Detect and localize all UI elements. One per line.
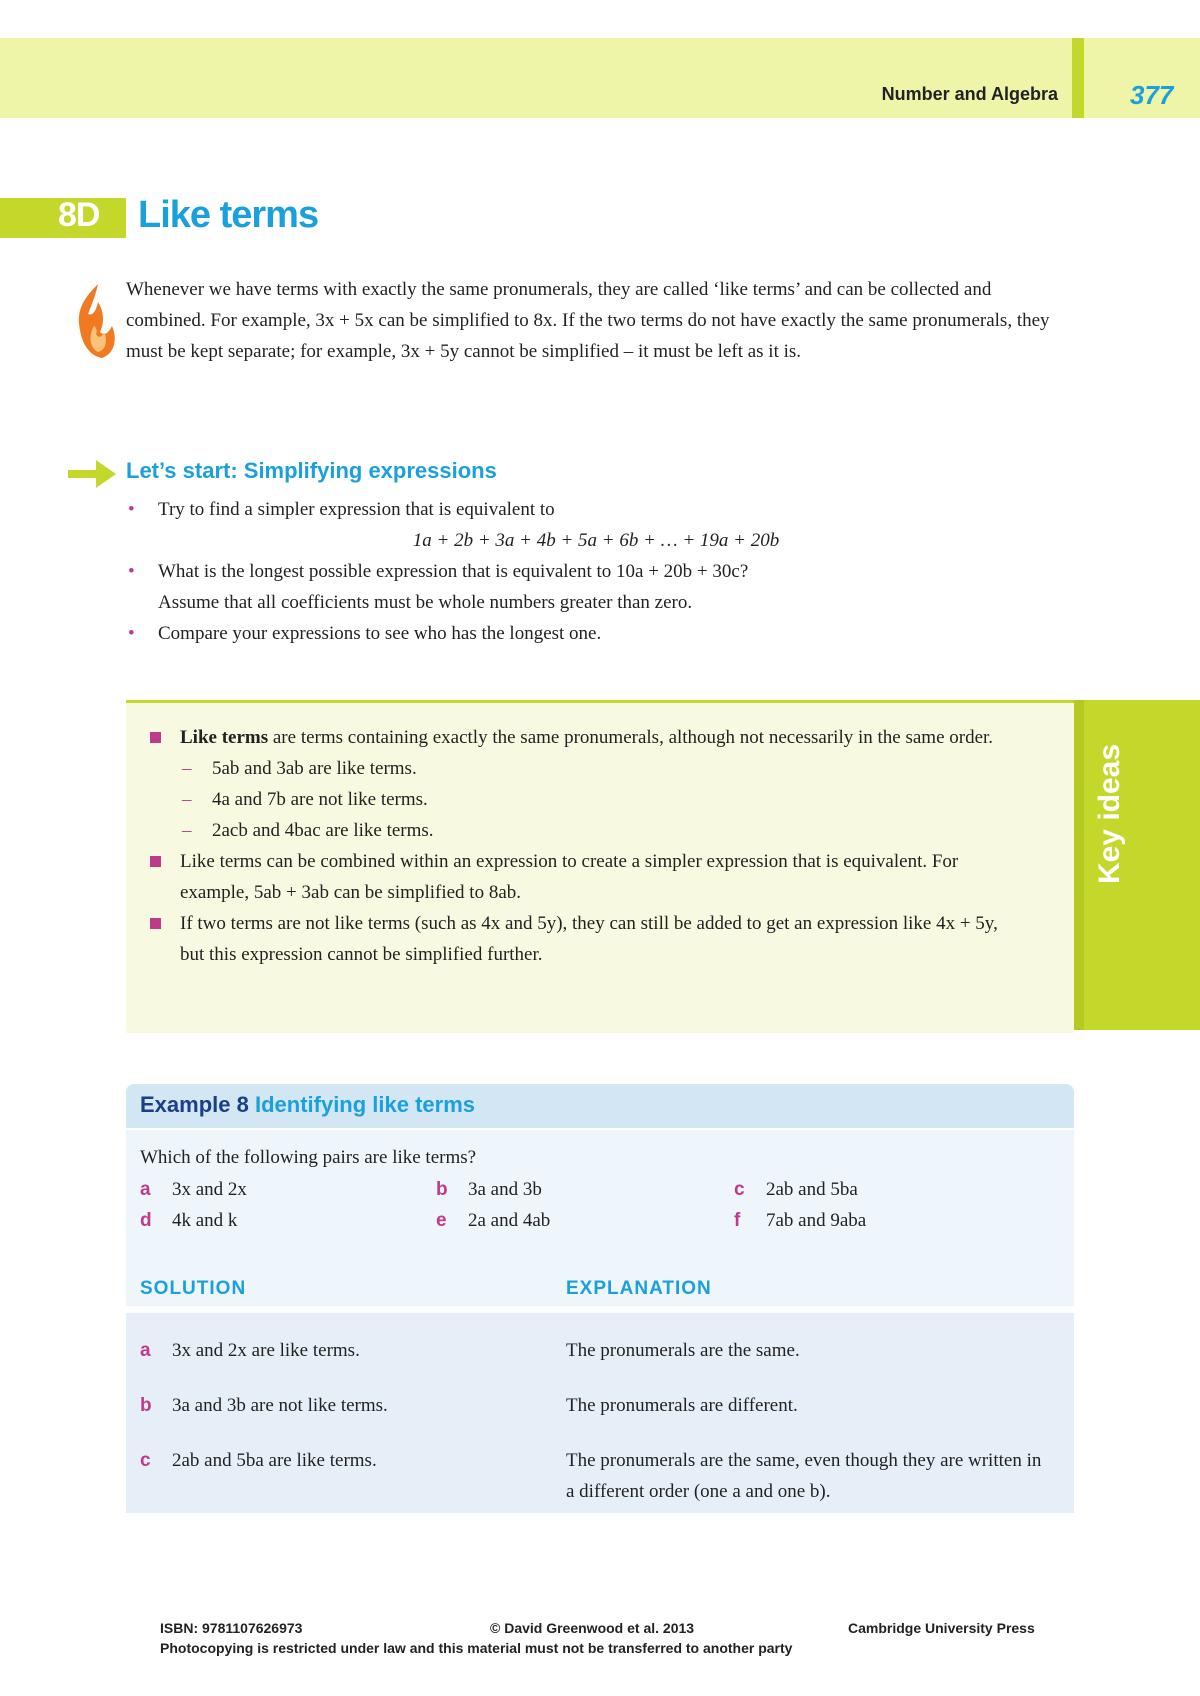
key-idea-sub-3: 2acb and 4bac are like terms.	[212, 820, 434, 841]
key-idea-sub-item	[148, 753, 1008, 784]
footer-isbn: ISBN: 9781107626973	[160, 1620, 303, 1636]
key-idea-2-text: Like terms can be combined within an expression to create a simpler expression that is equivalent. For example, 5ab + 3ab can be simplified to 8ab.	[180, 851, 959, 903]
dash-icon: –	[182, 758, 192, 779]
key-idea-item	[148, 908, 1008, 970]
arrow-right-icon	[66, 458, 118, 490]
section-number: 8D	[58, 196, 100, 234]
example-number: Example 8	[140, 1092, 249, 1117]
solution-label: c	[140, 1450, 151, 1471]
lets-start-bullet-2b: Assume that all coefficients must be whole numbers greater than zero.	[158, 592, 693, 613]
solution-text: 2ab and 5ba are like terms.	[172, 1450, 377, 1471]
part-label: f	[734, 1210, 741, 1231]
lets-start-bullet-2a: What is the longest possible expression that is equivalent to 10a + 20b + 30c?	[158, 561, 749, 582]
list-item	[126, 618, 1066, 649]
explanation-heading: EXPLANATION	[566, 1278, 712, 1299]
square-bullet-icon	[150, 918, 161, 929]
solution-text: 3x and 2x are like terms.	[172, 1340, 360, 1361]
key-idea-1-text: are terms containing exactly the same pronumerals, although not necessarily in the same order.	[268, 727, 994, 748]
flame-icon	[72, 282, 118, 362]
part-label: a	[140, 1179, 151, 1200]
header-section-label: Number and Algebra	[881, 84, 1058, 104]
part-label: d	[140, 1210, 152, 1231]
key-idea-sub-item	[148, 815, 1008, 846]
solution-label: b	[140, 1395, 152, 1416]
example-part	[734, 1174, 858, 1205]
list-item	[126, 556, 1066, 618]
solution-row	[140, 1390, 388, 1421]
page-number: 377	[1130, 80, 1174, 110]
example-part	[436, 1205, 550, 1236]
solution-heading: SOLUTION	[140, 1278, 247, 1299]
section-title: Like terms	[138, 194, 319, 236]
dash-icon: –	[182, 820, 192, 841]
dash-icon: –	[182, 789, 192, 810]
key-idea-item	[148, 722, 1008, 753]
intro-paragraph: Whenever we have terms with exactly the same pronumerals, they are called ‘like terms’ and can be collected and combined. For example, 3x + 5x can be simplified to 8x. If the two terms do not have exactly the same pronumerals, they must be kept separate; for example, 3x + 5y cannot be simplified – it must be left as it is.	[126, 279, 1050, 362]
lets-start-list	[126, 494, 1066, 649]
example-part	[436, 1174, 542, 1205]
bullet-icon: •	[128, 561, 135, 582]
part-label: c	[734, 1179, 745, 1200]
example-part	[140, 1205, 237, 1236]
example-name: Identifying like terms	[254, 1092, 476, 1117]
header-divider	[1072, 38, 1084, 118]
key-idea-sub-2: 4a and 7b are not like terms.	[212, 789, 428, 810]
lets-start-title: Let’s start: Simplifying expressions	[126, 458, 497, 483]
part-text: 7ab and 9aba	[766, 1210, 867, 1231]
solution-row	[140, 1445, 377, 1476]
explanation-text: The pronumerals are the same.	[566, 1340, 800, 1361]
footer-notice: Photocopying is restricted under law and this material must not be transferred to another party	[160, 1640, 793, 1656]
key-idea-3-text: If two terms are not like terms (such as 4x and 5y), they can still be added to get an expression like 4x + 5y, but this expression cannot be simplified further.	[180, 913, 998, 965]
part-label: b	[436, 1179, 448, 1200]
lets-start-formula: 1a + 2b + 3a + 4b + 5a + 6b + … + 19a + 20b	[412, 530, 780, 551]
part-label: e	[436, 1210, 447, 1231]
key-idea-item	[148, 846, 1008, 908]
part-text: 3a and 3b	[468, 1179, 542, 1200]
square-bullet-icon	[150, 732, 161, 743]
header-band	[0, 38, 1200, 118]
key-idea-sub-item	[148, 784, 1008, 815]
key-idea-sub-1: 5ab and 3ab are like terms.	[212, 758, 417, 779]
key-ideas-side-line	[1074, 700, 1084, 1030]
part-text: 2a and 4ab	[468, 1210, 551, 1231]
square-bullet-icon	[150, 856, 161, 867]
bullet-icon: •	[128, 499, 135, 520]
footer-publisher: Cambridge University Press	[848, 1620, 1035, 1636]
solution-label: a	[140, 1340, 151, 1361]
footer-copyright: © David Greenwood et al. 2013	[490, 1620, 695, 1636]
example-title	[140, 1092, 475, 1118]
key-idea-1-bold: Like terms	[180, 727, 269, 748]
example-part	[734, 1205, 866, 1236]
solution-row	[140, 1335, 360, 1366]
key-ideas-label	[1090, 744, 1130, 884]
part-text: 2ab and 5ba	[766, 1179, 858, 1200]
explanation-text: The pronumerals are different.	[566, 1395, 798, 1416]
example-question: Which of the following pairs are like terms?	[140, 1147, 477, 1168]
list-item	[126, 494, 1066, 525]
key-ideas-label-text: Key ideas	[1093, 743, 1126, 885]
explanation-text: The pronumerals are the same, even though they are written in a different order (one a and one b).	[566, 1450, 1042, 1502]
lets-start-bullet-3: Compare your expressions to see who has the longest one.	[158, 623, 602, 644]
part-text: 4k and k	[172, 1210, 238, 1231]
bullet-icon: •	[128, 623, 135, 644]
lets-start-bullet-1: Try to find a simpler expression that is equivalent to	[158, 499, 555, 520]
key-ideas-list	[148, 722, 1008, 970]
solution-text: 3a and 3b are not like terms.	[172, 1395, 388, 1416]
example-part	[140, 1174, 247, 1205]
solution-box	[126, 1310, 1074, 1513]
part-text: 3x and 2x	[172, 1179, 247, 1200]
